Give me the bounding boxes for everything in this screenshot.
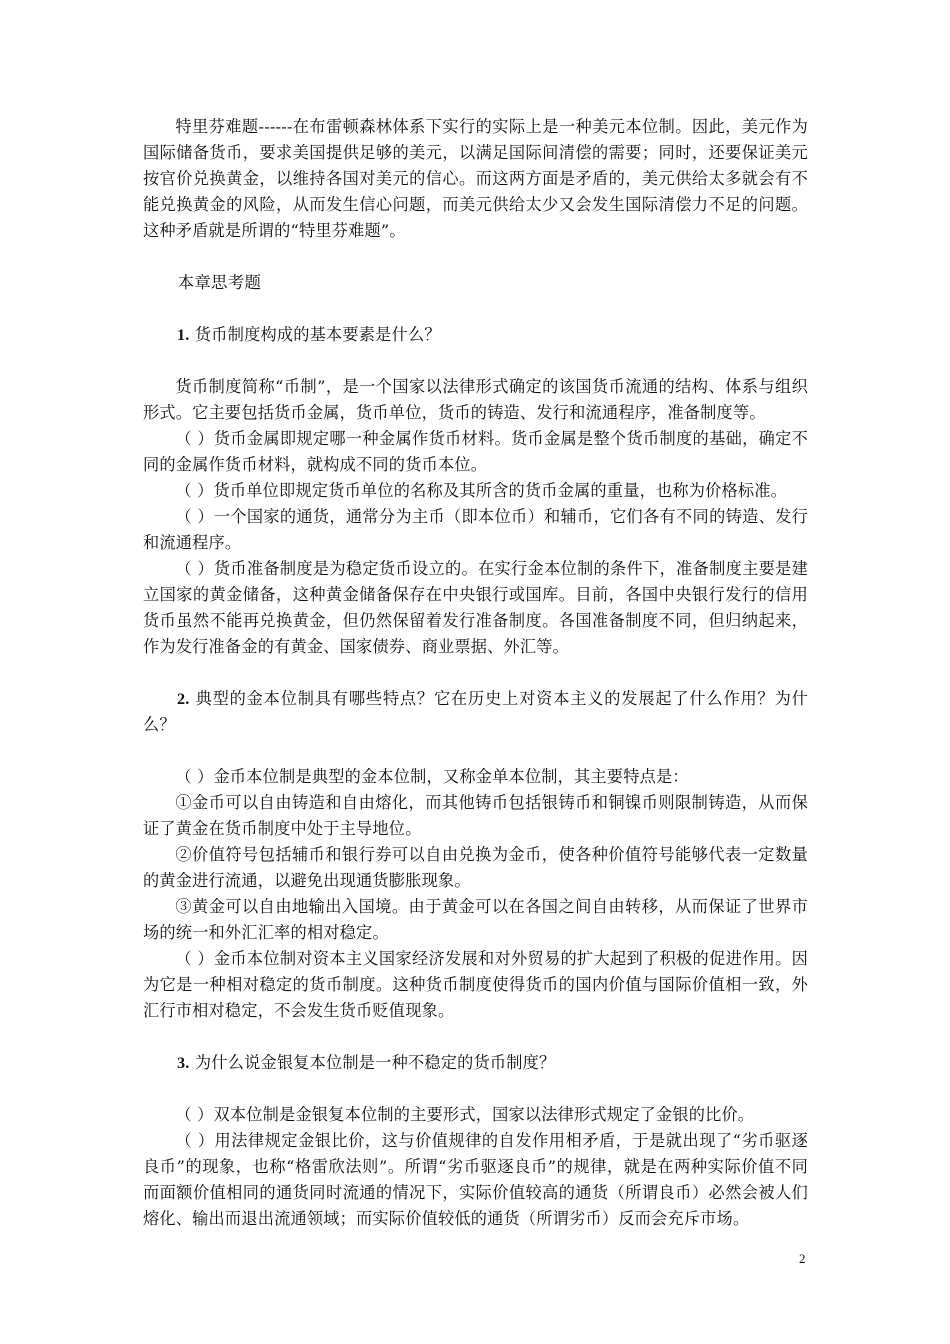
question-3-text: 为什么说金银复本位制是一种不稳定的货币制度？ (194, 1053, 556, 1072)
intro-text: 在布雷顿森林体系下实行的实际上是一种美元本位制。因此，美元作为国际储备货币，要求美国提供足够的美元，以满足国际间清偿的需要；同时，还要保证美元按官价兑换黄金，以维持各国对美元的信心。而这两方面是矛盾的，美元供给太多就会有不能兑换黄金的风险，从而发生信心问题，而美元供给太少又会发生国际清偿力不足的问题。这种矛盾就是所谓的“特里芬难题”。 (143, 117, 808, 240)
intro-term: 特里芬难题------ (175, 117, 293, 136)
answer-1-paragraph: 货币制度简称“币制”，是一个国家以法律形式确定的该国货币流通的结构、体系与组织形式。它主要包括货币金属，货币单位，货币的铸造、发行和流通程序，准备制度等。 (143, 377, 808, 422)
question-3 (143, 1050, 808, 1076)
question-2-text: 典型的金本位制具有哪些特点？它在历史上对资本主义的发展起了什么作用？为什么？ (143, 689, 808, 734)
answer-3-paragraph: （ ）用法律规定金银比价，这与价值规律的自发作用相矛盾，于是就出现了“劣币驱逐良币”的现象，也称“格雷欣法则”。所谓“劣币驱逐良币”的规律，就是在两种实际价值不同而面额价值相同的通货同时流通的情况下，实际价值较高的通货（所谓良币）必然会被人们熔化、输出而退出流通领域；而实际价值较低的通货（所谓劣币）反而会充斥市场。 (143, 1131, 808, 1228)
question-2 (143, 686, 808, 738)
page-number: 2 (799, 1251, 806, 1266)
question-2-number: 2. (177, 690, 190, 708)
answer-1-paragraph: （ ）货币单位即规定货币单位的名称及其所含的货币金属的重量，也称为价格标准。 (175, 481, 788, 500)
answer-2-paragraph: ①金币可以自由铸造和自由熔化，而其他铸币包括银铸币和铜镍币则限制铸造，从而保证了黄金在货币制度中处于主导地位。 (143, 793, 808, 838)
question-3-number: 3. (177, 1054, 190, 1072)
answer-1-paragraph: （ ）货币准备制度是为稳定货币设立的。在实行金本位制的条件下，准备制度主要是建立国家的黄金储备，这种黄金储备保存在中央银行或国库。目前，各国中央银行发行的信用货币虽然不能再兑换黄金，但仍然保留着发行准备制度。各国准备制度不同，但归纳起来，作为发行准备金的有黄金、国家债券、商业票据、外汇等。 (143, 559, 808, 656)
answer-2-paragraph: ②价值符号包括辅币和银行券可以自由兑换为金币，使各种价值符号能够代表一定数量的黄金进行流通，以避免出现通货膨胀现象。 (143, 845, 808, 890)
question-1 (143, 322, 808, 348)
answer-2-paragraph: （ ）金币本位制是典型的金本位制，又称金单本位制，其主要特点是： (175, 767, 689, 786)
section-title: 本章思考题 (177, 273, 262, 292)
answer-3-paragraph: （ ）双本位制是金银复本位制的主要形式，国家以法律形式规定了金银的比价。 (175, 1105, 755, 1124)
answer-1-paragraph: （ ）货币金属即规定哪一种金属作货币材料。货币金属是整个货币制度的基础，确定不同的金属作货币材料，就构成不同的货币本位。 (143, 429, 808, 474)
question-1-text: 货币制度构成的基本要素是什么？ (194, 325, 441, 344)
intro-paragraph (143, 114, 808, 244)
question-1-number: 1. (177, 326, 190, 344)
answer-2-paragraph: ③黄金可以自由地输出入国境。由于黄金可以在各国之间自由转移，从而保证了世界市场的统一和外汇汇率的相对稳定。 (143, 897, 808, 942)
answer-2-paragraph: （ ）金币本位制对资本主义国家经济发展和对外贸易的扩大起到了积极的促进作用。因为它是一种相对稳定的货币制度。这种货币制度使得货币的国内价值与国际价值相一致，外汇行市相对稳定，不会发生货币贬值现象。 (143, 949, 808, 1020)
answer-1-paragraph: （ ）一个国家的通货，通常分为主币（即本位币）和辅币，它们各有不同的铸造、发行和流通程序。 (143, 507, 808, 552)
document-body (143, 114, 808, 1232)
